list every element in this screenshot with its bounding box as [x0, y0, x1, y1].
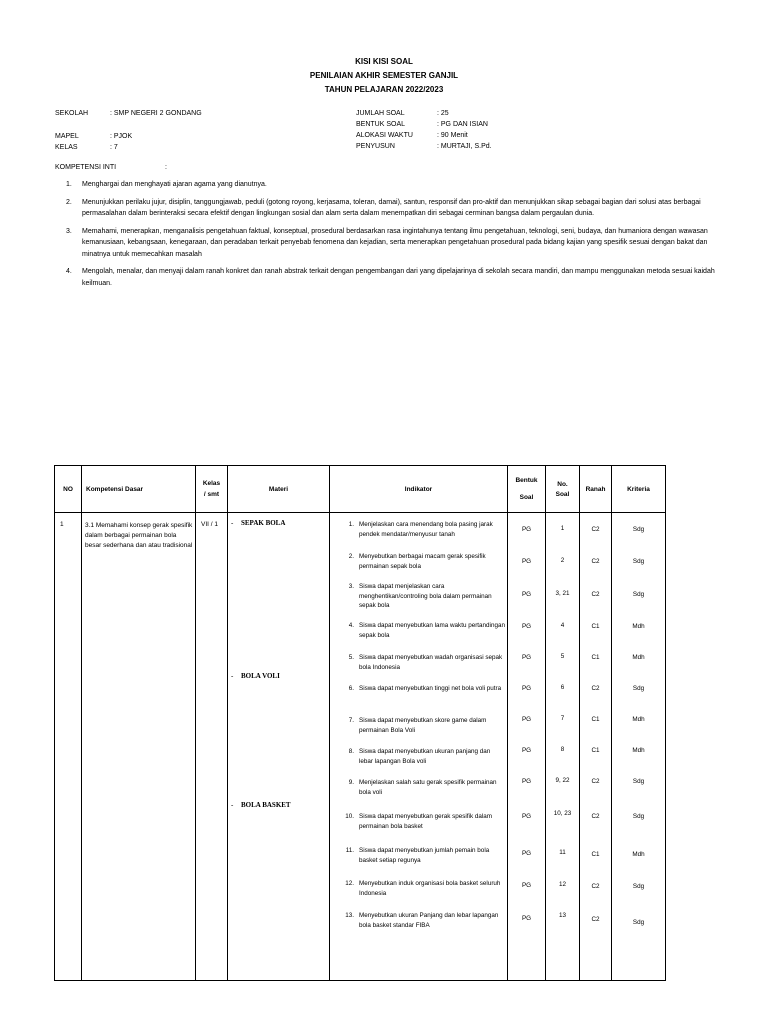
kompetensi-inti-list — [66, 179, 716, 295]
indikator-item: 1. Menjelaskan cara menendang bola pasing jarak pendek mendatar/menyusur tanah — [348, 521, 493, 538]
info-kelas: KELAS : 7 — [55, 144, 118, 151]
info-penyusun: PENYUSUN : MURTAJI, S.Pd. — [356, 143, 492, 150]
indikator-item: 10. Siswa dapat menyebutkan gerak spesifik dalam permainan bola basket — [345, 813, 493, 830]
indikator-item: 8. Siswa dapat menyebutkan ukuran panjang dan lebar lapangan Bola voli — [348, 748, 491, 765]
materi-bola-voli: BOLA VOLI — [241, 672, 280, 680]
header-no: NO — [55, 466, 82, 513]
materi-list: - SEPAK BOLA - BOLA VOLI - BOLA BASKET — [231, 519, 291, 809]
indikator-item: 9. Menjelaskan salah satu gerak spesifik permainan bola voli — [348, 779, 497, 796]
header-materi: Materi — [228, 466, 330, 513]
indikator-item: 11. Siswa dapat menyebutkan jumlah pemain bola basket setiap regunya — [345, 847, 490, 864]
ki-item: 1. Menghargai dan menghayati ajaran agama yang dianutnya. — [66, 181, 267, 188]
info-alokasi-waktu: ALOKASI WAKTU : 90 Menit — [356, 132, 468, 139]
cell-materi — [228, 513, 330, 981]
materi-sepak-bola: SEPAK BOLA — [241, 519, 286, 527]
cell-kompetensi-dasar: 3.1 Memahami konsep gerak spesifik dalam berbagai permainan bola besar sederhana dan atau tradisional — [82, 513, 196, 981]
doc-year: TAHUN PELAJARAN 2022/2023 — [324, 85, 444, 94]
header-no-soal: No. Soal — [546, 466, 580, 513]
ki-item: 4. Mengolah, menalar, dan menyaji dalam ranah konkret dan ranah abstrak terkait dengan pengembangan dari yang dipelajarinya di sekolah secara mandiri, dan mampu menggunakan metoda sesuai kaidah keilmuan. — [66, 268, 715, 287]
indikator-item: 7. Siswa dapat menyebutkan skore game dalam permainan Bola Voli — [348, 717, 487, 734]
indikator-item: 6. Siswa dapat menyebutkan tinggi net bola voli putra — [348, 685, 502, 692]
indikator-item: 2. Menyebutkan berbagai macam gerak spesifik permainan sepak bola — [348, 553, 486, 570]
kompetensi-inti-colon: : — [165, 164, 167, 171]
info-jumlah-soal: JUMLAH SOAL : 25 — [356, 110, 449, 117]
header-kriteria: Kriteria — [612, 466, 666, 513]
kisi-kisi-table — [54, 465, 666, 981]
indikator-item: 4. Siswa dapat menyebutkan lama waktu pertandingan sepak bola — [348, 622, 505, 639]
header-ranah: Ranah — [580, 466, 612, 513]
cell-kriteria: Sdg Sdg Sdg Mdh Mdh Sdg Mdh Mdh Sdg Sdg Mdh Sdg Sdg — [612, 513, 666, 981]
info-sekolah: SEKOLAH : SMP NEGERI 2 GONDANG — [55, 110, 202, 117]
header-indikator: Indikator — [330, 466, 508, 513]
cell-indikator — [330, 513, 508, 981]
cell-no-soal: 1 2 3, 21 4 5 6 7 8 9, 22 10, 23 11 12 13 — [546, 513, 580, 981]
cell-bentuk: PG PG PG PG PG PG PG PG PG PG PG PG PG — [508, 513, 546, 981]
cell-ranah: C2 C2 C2 C1 C1 C2 C1 C1 C2 C2 C1 C2 C2 — [580, 513, 612, 981]
info-mapel: MAPEL : PJOK — [55, 133, 133, 140]
header-kelas: Kelas / smt — [196, 466, 228, 513]
header-kompetensi-dasar: Kompetensi Dasar — [82, 466, 196, 513]
cell-no: 1 — [55, 513, 82, 981]
kompetensi-inti-heading: KOMPETENSI INTI — [55, 164, 117, 171]
doc-title: KISI KISI SOAL — [355, 57, 413, 66]
indikator-item: 5. Siswa dapat menyebutkan wadah organisasi sepak bola Indonesia — [348, 654, 503, 671]
info-bentuk-soal: BENTUK SOAL : PG DAN ISIAN — [356, 121, 488, 128]
ki-item: 2. Menunjukkan perilaku jujur, disiplin, tanggungjawab, peduli (gotong royong, kerjasama, toleran, damai), santun, responsif dan pro-aktif dan menunjukkan sikap sebagai bagian dari solusi atas berbagai permasalahan dalam berinteraksi secara efektif dengan lingkungan sosial dan alam serta dalam menempatkan diri sebagai cerminan bangsa dalam pergaulan dunia. — [66, 198, 701, 217]
indikator-item: 12. Menyebutkan induk organisasi bola basket seluruh Indonesia — [345, 880, 501, 897]
indikator-item: 13. Menyebutkan ukuran Panjang dan lebar lapangan bola basket standar FIBA — [345, 912, 499, 929]
ki-item: 3. Memahami, menerapkan, menganalisis pengetahuan faktual, konseptual, prosedural berdasarkan rasa ingintahunya tentang ilmu pengetahuan, teknologi, seni, budaya, dan humaniora dengan wawasan kemanusiaan, kebangsaan, kenegaraan, dan peradaban terkait penyebab fenomena dan kejadian, serta menerapkan pengetahuan prosedural pada bidang kajian yang spesifik sesuai dengan bakat dan minatnya untuk memecahkan masalah — [66, 227, 708, 258]
table-header-row — [55, 466, 666, 513]
table-row — [55, 513, 666, 981]
doc-subtitle: PENILAIAN AKHIR SEMESTER GANJIL — [309, 71, 459, 80]
indikator-item: 3. Siswa dapat menjelaskan cara menghentikan/controling bola dalam permainan sepak bola — [348, 583, 492, 609]
materi-bola-basket: BOLA BASKET — [241, 801, 291, 809]
header-bentuk-soal: Bentuk Soal — [508, 466, 546, 513]
cell-kelas: VII / 1 — [196, 513, 228, 981]
